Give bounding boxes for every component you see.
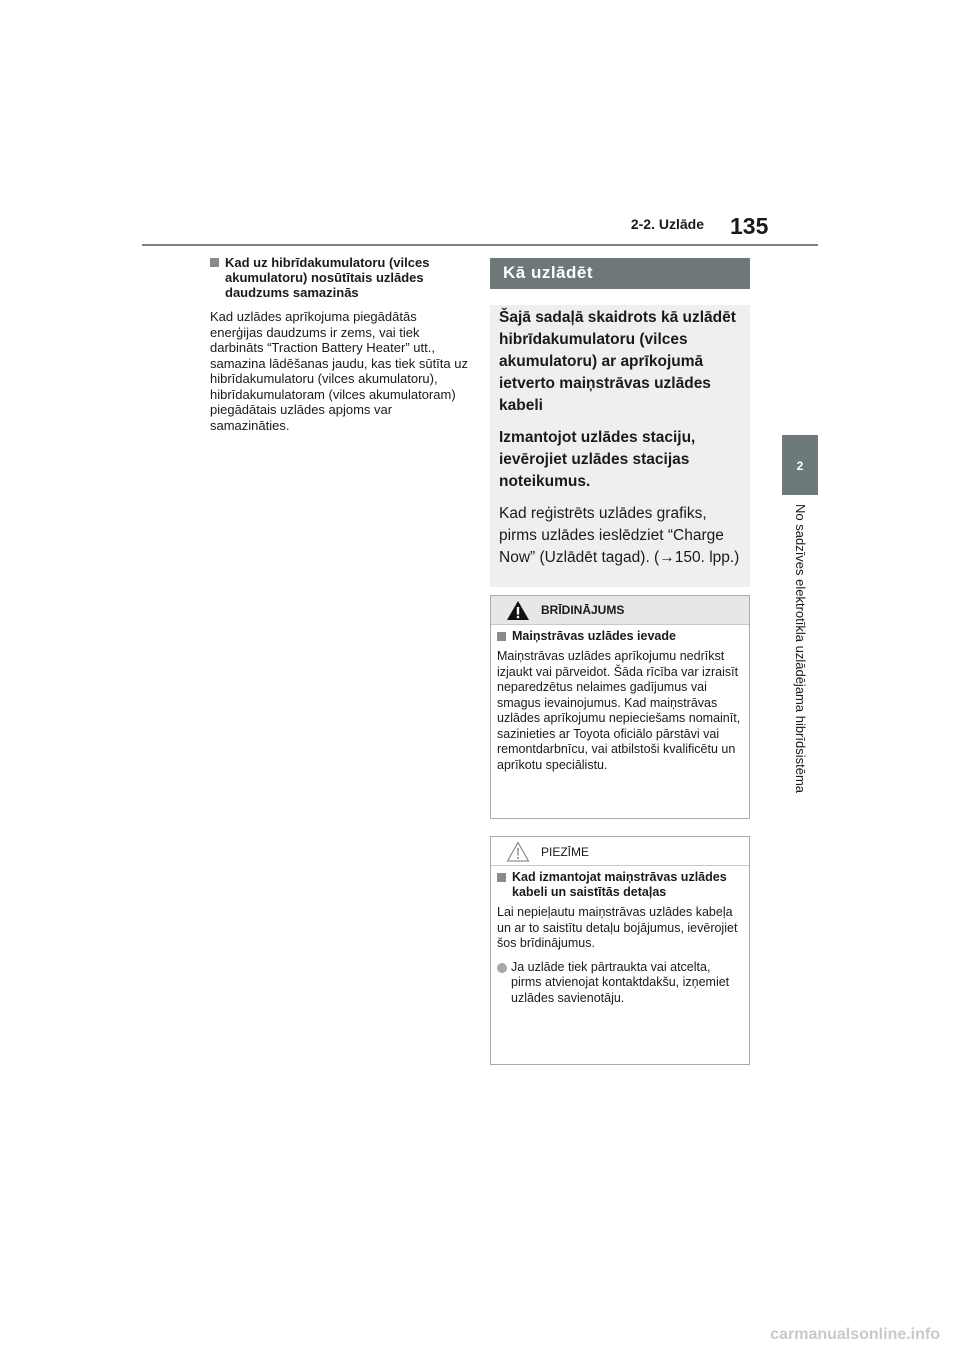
warning-content [497,629,741,773]
caution-triangle-icon [506,841,530,862]
left-subheading-text: Kad uz hibrīdakumulatoru (vilces akumulatoru) nosūtītais uzlādes daudzums samazinās [225,255,430,300]
chapter-title: No sadzīves elektrotīkla uzlādējama hibrīdsistēma [793,504,808,794]
section-title: 2-2. Uzlāde [630,216,704,232]
intro-content [499,307,745,579]
left-body: Kad uzlādes aprīkojuma piegādātās enerģijas daudzums ir zems, vai tiek darbināts “Traction Battery Heater” utt., samazina lādēšanas jaudu, kas tiek sūtīta uz hibrīdakumulatoru (vilces akumulatoru), hibrīdakumulatoram (vilces akumulatoram) piegādātais uzlādes apjoms var samazināties. [210,309,468,433]
left-column [210,255,472,433]
note-title: PIEZĪME [541,845,590,859]
warning-subheading-text: Maiņstrāvas uzlādes ievade [512,629,676,643]
note-body: Lai nepieļautu maiņstrāvas uzlādes kabeļa un ar to saistītu detaļu bojājumus, ievērojiet šos brīdinājumus. [497,905,738,950]
circle-bullet-icon [497,963,507,973]
watermark: carmanualsonline.info [770,1326,940,1343]
note-bullet [497,960,741,1007]
intro-paragraph-2: Izmantojot uzlādes staciju, ievērojiet uzlādes stacijas noteikumus. [499,429,696,490]
intro-paragraph-3: Kad reģistrēts uzlādes grafiks, pirms uzlādes ieslēdziet “Charge Now” (Uzlādēt tagad). (→150. lpp.) [499,505,740,566]
section-banner-title: Kā uzlādēt [503,263,594,282]
square-bullet-icon [497,873,506,882]
warning-triangle-icon [506,600,530,621]
left-subheading [210,255,472,300]
warning-subheading [497,629,741,644]
warning-body: Maiņstrāvas uzlādes aprīkojumu nedrīkst izjaukt vai pārveidot. Šāda rīcība var izraisīt neparedzētus nelaimes gadījumus vai smagus ievainojumus. Kad maiņstrāvas uzlādes aprīkojumu nepieciešams nomainīt, sazinieties ar Toyota oficiālo pārstāvi vai remontdarbnīcu, vai atbilstoši kvalificētu un aprīkotu speciālistu. [497,649,741,772]
square-bullet-icon [210,258,219,267]
intro-paragraph-1: Šajā sadaļā skaidrots kā uzlādēt hibrīdakumulatoru (vilces akumulatoru) ar aprīkojumā ietverto maiņstrāvas uzlādes kabeli [499,309,736,414]
note-subheading-text: Kad izmantojat maiņstrāvas uzlādes kabeli un saistītās detaļas [512,870,727,899]
note-subheading [497,870,741,900]
page-number: 135 [730,213,769,239]
note-content [497,870,741,1006]
note-bullet-text: Ja uzlāde tiek pārtraukta vai atcelta, pirms atvienojat kontaktdakšu, izņemiet uzlādes savienotāju. [511,959,730,1005]
chapter-number: 2 [796,459,804,473]
warning-title: BRĪDINĀJUMS [541,603,625,617]
square-bullet-icon [497,632,506,641]
header-rule [142,244,818,246]
